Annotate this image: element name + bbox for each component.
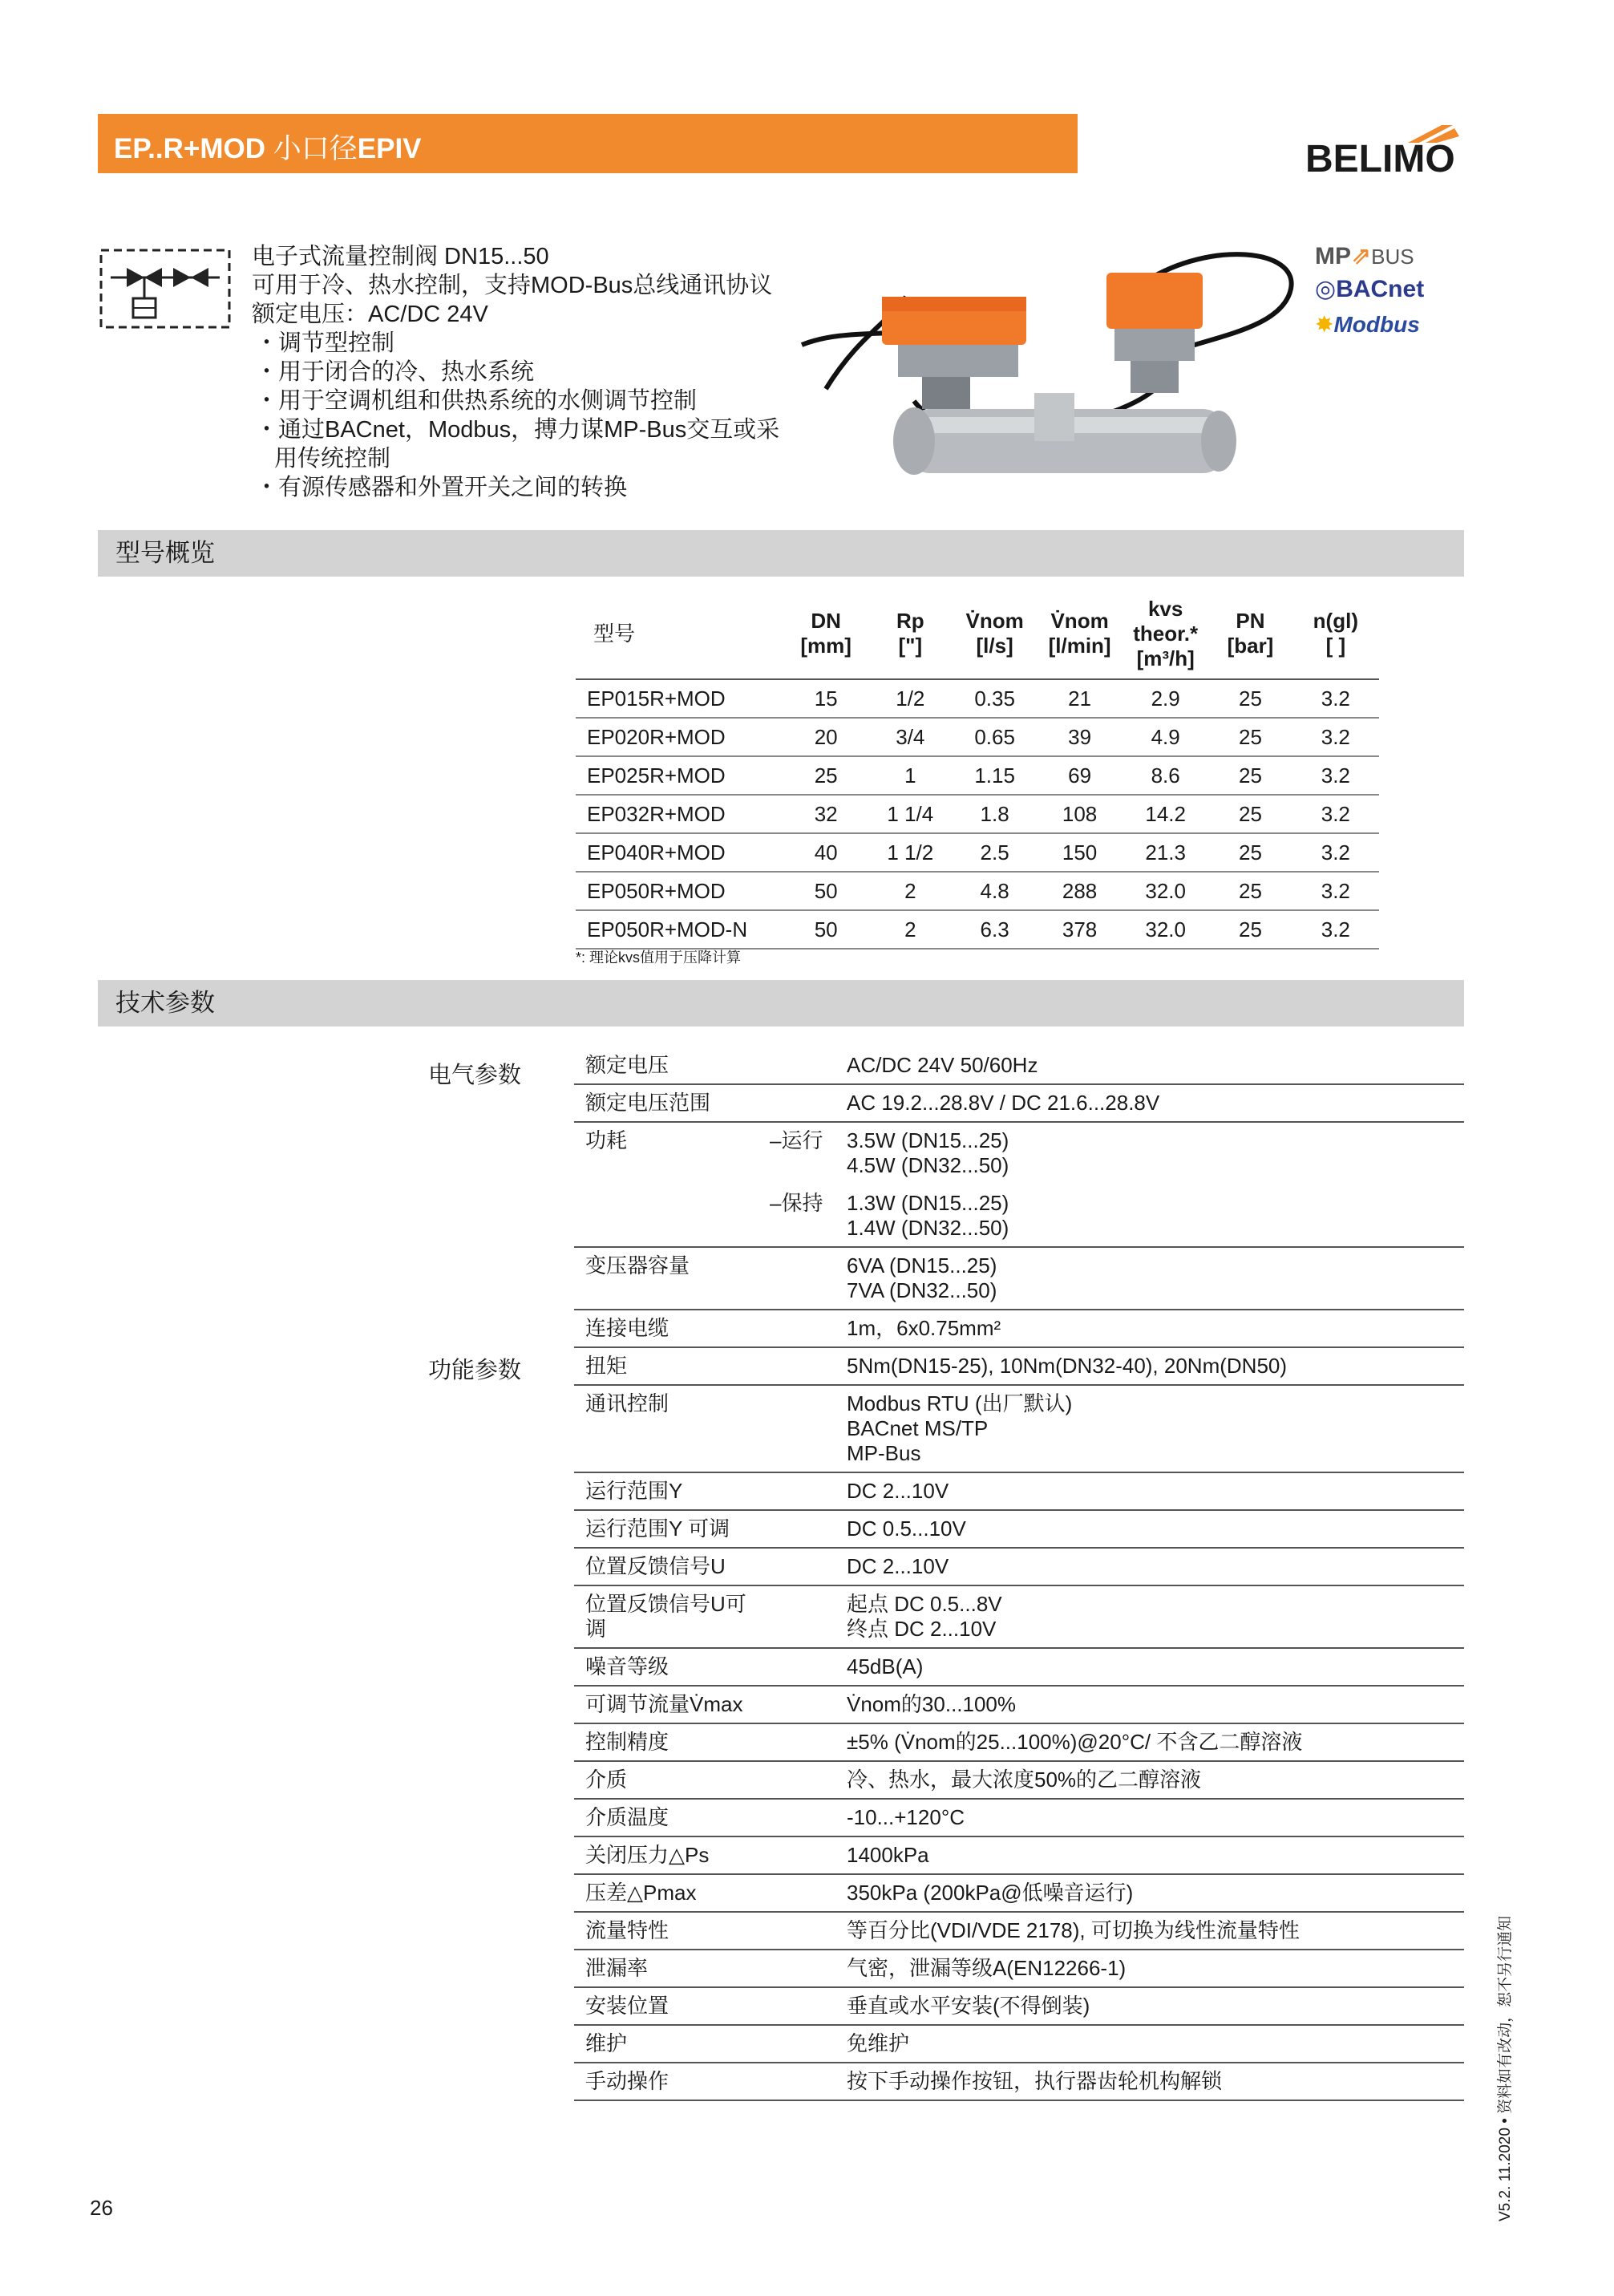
table-row <box>576 679 1379 718</box>
table-cell: 8.6 <box>1123 756 1208 795</box>
intro-line: 电子式流量控制阀 DN15...50 <box>252 244 549 269</box>
param-label: 流量特性 <box>574 1912 763 1950</box>
param-value: -10...+120°C <box>847 1799 1464 1836</box>
table-cell: 1.15 <box>953 756 1037 795</box>
table-cell: 69 <box>1037 756 1123 795</box>
tech-row <box>574 1799 1464 1836</box>
param-label: 噪音等级 <box>574 1648 763 1686</box>
param-label: 通讯控制 <box>574 1385 763 1472</box>
table-cell: 25 <box>1208 833 1292 872</box>
tech-row <box>574 1950 1464 1987</box>
param-sublabel: –保持 <box>770 1191 823 1215</box>
table-cell: 25 <box>1208 679 1292 718</box>
table-cell: 0.35 <box>953 679 1037 718</box>
table-cell: 4.9 <box>1123 718 1208 756</box>
tech-row <box>574 1987 1464 2025</box>
table-cell: 2 <box>868 872 953 910</box>
table-cell: 20 <box>784 718 868 756</box>
table-cell: 3.2 <box>1292 718 1379 756</box>
table-cell: 25 <box>1208 795 1292 833</box>
table-row <box>576 833 1379 872</box>
col-header: V̇nom [l/s] <box>953 589 1037 679</box>
tech-row <box>574 1047 1464 1084</box>
param-value: AC 19.2...28.8V / DC 21.6...28.8V <box>847 1084 1464 1122</box>
col-header: kvs theor.* [m³/h] <box>1123 589 1208 679</box>
table-cell: 2 <box>868 910 953 949</box>
brand-name: BELIMO <box>1305 138 1455 175</box>
model-cell: EP015R+MOD <box>576 679 784 718</box>
table-cell: 3.2 <box>1292 679 1379 718</box>
param-label: 关闭压力△Ps <box>574 1836 763 1874</box>
param-label: 控制精度 <box>574 1723 763 1761</box>
param-value: 5Nm(DN15-25), 10Nm(DN32-40), 20Nm(DN50) <box>847 1347 1464 1385</box>
table-cell: 32 <box>784 795 868 833</box>
tech-row <box>574 1585 1464 1648</box>
param-value: AC/DC 24V 50/60Hz <box>847 1047 1464 1084</box>
intro-line: 可用于冷、热水控制，支持MOD-Bus总线通讯协议 <box>252 273 773 298</box>
table-row <box>576 795 1379 833</box>
model-cell: EP040R+MOD <box>576 833 784 872</box>
intro-bullet: ・调节型控制 <box>255 330 395 356</box>
param-value: 终点 DC 2...10V <box>847 1617 997 1641</box>
param-value: 7VA (DN32...50) <box>847 1278 997 1302</box>
table-cell: 25 <box>1208 910 1292 949</box>
param-label: 运行范围Y <box>574 1472 763 1510</box>
bacnet-icon: ◎ <box>1315 276 1337 302</box>
param-value: 免维护 <box>847 2025 1464 2063</box>
group-function: 功能参数 <box>428 1358 522 1383</box>
param-label: 可调节流量V̇max <box>574 1686 763 1723</box>
protocol-logos: MP⇗BUS ◎BACnet ✸Modbus <box>1315 243 1425 337</box>
table-cell: 21.3 <box>1123 833 1208 872</box>
param-value: ±5% (V̇nom的25...100%)@20°C/ 不含乙二醇溶液 <box>847 1723 1464 1761</box>
param-value: 1400kPa <box>847 1836 1464 1874</box>
col-header: V̇nom [l/min] <box>1037 589 1123 679</box>
table-cell: 25 <box>1208 756 1292 795</box>
model-cell: EP025R+MOD <box>576 756 784 795</box>
param-label: 压差△Pmax <box>574 1874 763 1912</box>
bus-text: BUS <box>1371 245 1414 269</box>
col-header: PN [bar] <box>1208 589 1292 679</box>
param-label: 位置反馈信号U可调 <box>574 1585 763 1648</box>
table-cell: 3.2 <box>1292 872 1379 910</box>
tech-row <box>574 2025 1464 2063</box>
table-cell: 14.2 <box>1123 795 1208 833</box>
intro-bullet: ・有源传感器和外置开关之间的转换 <box>255 475 628 500</box>
valve-symbol-icon <box>99 249 231 329</box>
intro-bullet: ・用于空调机组和供热系统的水侧调节控制 <box>255 388 698 414</box>
param-value: 等百分比(VDI/VDE 2178), 可切换为线性流量特性 <box>847 1912 1464 1950</box>
model-cell: EP032R+MOD <box>576 795 784 833</box>
param-label: 运行范围Y 可调 <box>574 1510 763 1548</box>
param-value: 气密，泄漏等级A(EN12266-1) <box>847 1950 1464 1987</box>
param-label: 连接电缆 <box>574 1310 763 1347</box>
modbus-icon: ✸ <box>1315 312 1334 337</box>
table-cell: 3.2 <box>1292 795 1379 833</box>
tech-row <box>574 2063 1464 2100</box>
table-cell: 40 <box>784 833 868 872</box>
tech-row <box>574 1084 1464 1122</box>
col-header: 型号 <box>576 589 784 679</box>
table-row <box>576 718 1379 756</box>
table-cell: 21 <box>1037 679 1123 718</box>
table-cell: 32.0 <box>1123 872 1208 910</box>
param-value: V̇nom的30...100% <box>847 1686 1464 1723</box>
table-cell: 288 <box>1037 872 1123 910</box>
intro-line: 额定电压：AC/DC 24V <box>252 302 488 327</box>
intro-bullet: ・通过BACnet，Modbus，搏力谋MP-Bus交互或采 <box>255 417 780 443</box>
table-cell: 4.8 <box>953 872 1037 910</box>
table-cell: 3.2 <box>1292 756 1379 795</box>
group-electrical: 电气参数 <box>428 1063 522 1088</box>
model-table <box>576 589 1379 950</box>
intro-bullet-continuation: 用传统控制 <box>274 446 391 472</box>
param-value: 起点 DC 0.5...8V <box>847 1592 1002 1616</box>
tech-row <box>574 1723 1464 1761</box>
param-label: 扭矩 <box>574 1347 763 1385</box>
table-cell: 2.5 <box>953 833 1037 872</box>
param-value: 6VA (DN15...25) <box>847 1253 997 1278</box>
param-value: Modbus RTU (出厂默认) <box>847 1391 1073 1415</box>
tech-row <box>574 1686 1464 1723</box>
table-cell: 50 <box>784 872 868 910</box>
product-image <box>794 241 1307 505</box>
col-header: n(gl) [ ] <box>1292 589 1379 679</box>
param-value: 1.4W (DN32...50) <box>847 1216 1009 1240</box>
tech-row <box>574 1836 1464 1874</box>
col-header: Rp ["] <box>868 589 953 679</box>
param-label: 功耗 <box>574 1122 763 1247</box>
param-label: 泄漏率 <box>574 1950 763 1987</box>
page-number: 26 <box>90 2196 113 2220</box>
table-cell: 1 1/2 <box>868 833 953 872</box>
footnote: *: 理论kvs值用于压降计算 <box>576 950 742 966</box>
table-row <box>576 910 1379 949</box>
param-label: 额定电压 <box>574 1047 763 1084</box>
tech-row <box>574 1548 1464 1585</box>
table-cell: 1.8 <box>953 795 1037 833</box>
param-value: 3.5W (DN15...25) <box>847 1128 1009 1152</box>
table-cell: 3.2 <box>1292 910 1379 949</box>
section-models: 型号概览 <box>98 530 1464 577</box>
table-cell: 25 <box>1208 718 1292 756</box>
param-label: 手动操作 <box>574 2063 763 2100</box>
tech-row <box>574 1347 1464 1385</box>
model-cell: EP050R+MOD <box>576 872 784 910</box>
tech-row <box>574 1510 1464 1548</box>
table-cell: 25 <box>1208 872 1292 910</box>
tech-row <box>574 1912 1464 1950</box>
param-value: 1.3W (DN15...25) <box>847 1191 1009 1215</box>
param-value: BACnet MS/TP <box>847 1416 989 1440</box>
table-cell: 0.65 <box>953 718 1037 756</box>
belimo-logo <box>1305 114 1466 179</box>
tech-row <box>574 1247 1464 1310</box>
table-row <box>576 872 1379 910</box>
table-cell: 39 <box>1037 718 1123 756</box>
param-label: 维护 <box>574 2025 763 2063</box>
param-label: 位置反馈信号U <box>574 1548 763 1585</box>
intro-bullet: ・用于闭合的冷、热水系统 <box>255 359 535 385</box>
param-label: 变压器容量 <box>574 1247 763 1310</box>
table-cell: 32.0 <box>1123 910 1208 949</box>
bacnet-logo: BACnet <box>1336 276 1425 302</box>
model-table-header <box>576 589 1379 679</box>
param-value: 350kPa (200kPa@低噪音运行) <box>847 1874 1464 1912</box>
param-label: 介质 <box>574 1761 763 1799</box>
table-cell: 3/4 <box>868 718 953 756</box>
table-cell: 2.9 <box>1123 679 1208 718</box>
mp-bus-logo: MP <box>1315 243 1351 269</box>
tech-row <box>574 1385 1464 1472</box>
modbus-logo: Modbus <box>1333 312 1420 337</box>
param-sublabel: –运行 <box>770 1128 823 1152</box>
param-value: DC 2...10V <box>847 1472 1464 1510</box>
table-cell: 378 <box>1037 910 1123 949</box>
model-cell: EP020R+MOD <box>576 718 784 756</box>
table-cell: 1 1/4 <box>868 795 953 833</box>
tech-row <box>574 1648 1464 1686</box>
param-value: MP-Bus <box>847 1441 921 1465</box>
table-cell: 25 <box>784 756 868 795</box>
param-value: 垂直或水平安装(不得倒装) <box>847 1987 1464 2025</box>
tech-row <box>574 1122 1464 1247</box>
param-value: 4.5W (DN32...50) <box>847 1153 1009 1177</box>
param-value: DC 2...10V <box>847 1548 1464 1585</box>
table-cell: 3.2 <box>1292 833 1379 872</box>
table-cell: 1/2 <box>868 679 953 718</box>
col-header: DN [mm] <box>784 589 868 679</box>
tech-row <box>574 1310 1464 1347</box>
param-value: 1m，6x0.75mm² <box>847 1310 1464 1347</box>
table-cell: 150 <box>1037 833 1123 872</box>
param-value: 冷、热水，最大浓度50%的乙二醇溶液 <box>847 1761 1464 1799</box>
table-cell: 1 <box>868 756 953 795</box>
param-label: 介质温度 <box>574 1799 763 1836</box>
param-value: 45dB(A) <box>847 1648 1464 1686</box>
section-tech: 技术参数 <box>98 980 1464 1027</box>
table-cell: 108 <box>1037 795 1123 833</box>
tech-row <box>574 1761 1464 1799</box>
param-label: 额定电压范围 <box>574 1084 763 1122</box>
tech-table <box>574 1047 1464 2101</box>
table-row <box>576 756 1379 795</box>
param-value: DC 0.5...10V <box>847 1510 1464 1548</box>
param-value: 按下手动操作按钮，执行器齿轮机构解锁 <box>847 2063 1464 2100</box>
tech-row <box>574 1472 1464 1510</box>
intro-text <box>252 242 779 502</box>
table-cell: 6.3 <box>953 910 1037 949</box>
model-cell: EP050R+MOD-N <box>576 910 784 949</box>
table-cell: 50 <box>784 910 868 949</box>
table-cell: 15 <box>784 679 868 718</box>
page-title: EP..R+MOD 小口径EPIV <box>114 133 422 164</box>
version-note: V5.2. 11.2020 • 资料如有改动，恕不另行通知 <box>1497 1915 1514 2221</box>
tech-row <box>574 1874 1464 1912</box>
param-label: 安装位置 <box>574 1987 763 2025</box>
